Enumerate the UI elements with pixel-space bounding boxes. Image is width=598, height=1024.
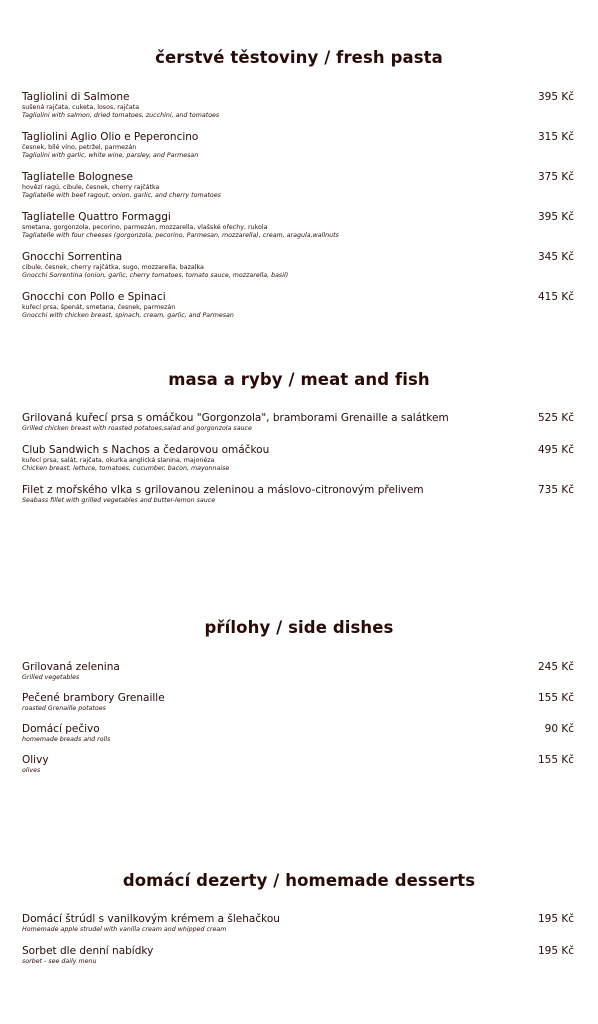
item-price: 525 Kč bbox=[537, 412, 574, 424]
item-description-czech: cibule, česnek, cherry rajčátka, sugo, mozzarella, bazalka bbox=[22, 264, 204, 271]
item-description-czech: kuřecí prsa, salát, rajčata, okurka anglická slanina, majonéza bbox=[22, 457, 215, 464]
menu-item bbox=[0, 251, 598, 280]
item-name: Tagliatelle Bolognese bbox=[22, 171, 133, 183]
item-description-czech: kuřecí prsa, špenát, smetana, česnek, parmezán bbox=[22, 304, 176, 311]
menu-item bbox=[0, 913, 598, 934]
item-price: 90 Kč bbox=[544, 723, 574, 735]
item-price: 195 Kč bbox=[537, 945, 574, 957]
menu-item bbox=[0, 412, 598, 433]
item-name: Sorbet dle denní nabídky bbox=[22, 945, 154, 957]
item-name: Tagliolini Aglio Olio e Peperoncino bbox=[22, 131, 199, 143]
item-description-english: Gnocchi with chicken breast, spinach, cream, garlic, and Parmesan bbox=[22, 312, 234, 319]
menu-item bbox=[0, 131, 598, 160]
item-name: Gnocchi con Pollo e Spinaci bbox=[22, 291, 166, 303]
item-price: 155 Kč bbox=[537, 754, 574, 766]
section-homemade-desserts bbox=[0, 871, 598, 977]
item-description-english: Homemade apple strudel with vanilla cream and whipped cream bbox=[22, 926, 227, 933]
section-fresh-pasta bbox=[0, 48, 598, 331]
menu-item bbox=[0, 692, 598, 713]
item-description-english: Tagliatelle with beef ragout, onion, garlic, and cherry tomatoes bbox=[22, 192, 221, 199]
item-name: Domácí štrúdl s vanilkovým krémem a šlehačkou bbox=[22, 913, 280, 925]
item-description-czech: sušená rajčata, cuketa, losos, rajčata bbox=[22, 104, 140, 111]
item-price: 495 Kč bbox=[537, 444, 574, 456]
item-description-english: Chicken breast, lettuce, tomatoes, cucumber, bacon, mayonnaise bbox=[22, 465, 230, 472]
menu-item bbox=[0, 945, 598, 966]
item-price: 395 Kč bbox=[537, 91, 574, 103]
item-name: Grilovaná zelenina bbox=[22, 661, 120, 673]
item-description-english: Gnocchi Sorrentina (onion, garlic, cherry tomatoes, tomato sauce, mozzarella, basil) bbox=[22, 272, 289, 279]
section-title: čerstvé těstoviny / fresh pasta bbox=[155, 48, 443, 67]
item-name: Domácí pečivo bbox=[22, 723, 100, 735]
item-price: 245 Kč bbox=[537, 661, 574, 673]
item-description-english: Tagliolini with salmon, dried tomatoes, zucchini, and tomatoes bbox=[22, 112, 220, 119]
section-title: přílohy / side dishes bbox=[204, 618, 394, 637]
item-description-english: Tagliolini with garlic, white wine, parsley, and Parmesan bbox=[22, 152, 199, 159]
item-price: 315 Kč bbox=[537, 131, 574, 143]
item-name: Grilovaná kuřecí prsa s omáčkou "Gorgonzola", bramborami Grenaille a salátkem bbox=[22, 412, 449, 424]
item-description-english: olives bbox=[22, 767, 41, 774]
item-name: Tagliatelle Quattro Formaggi bbox=[22, 211, 171, 223]
menu-item bbox=[0, 444, 598, 473]
item-description-english: Grilled vegetables bbox=[22, 674, 80, 681]
item-name: Filet z mořského vlka s grilovanou zeleninou a máslovo-citronovým přelivem bbox=[22, 484, 424, 496]
menu-item bbox=[0, 661, 598, 682]
item-description-english: Seabass fillet with grilled vegetables and butter-lemon sauce bbox=[22, 497, 216, 504]
item-description-english: Tagliatelle with four cheeses (gorgonzola, pecorino, Parmesan, mozzarella), cream, aragula,wallnuts bbox=[22, 232, 339, 239]
item-price: 415 Kč bbox=[537, 291, 574, 303]
item-description-english: roasted Grenaille potatoes bbox=[22, 705, 106, 712]
item-name: Gnocchi Sorrentina bbox=[22, 251, 123, 263]
item-description-english: homemade breads and rolls bbox=[22, 736, 111, 743]
menu-item bbox=[0, 484, 598, 505]
item-name: Tagliolini di Salmone bbox=[22, 91, 130, 103]
item-price: 345 Kč bbox=[537, 251, 574, 263]
item-name: Olivy bbox=[22, 754, 49, 766]
item-price: 375 Kč bbox=[537, 171, 574, 183]
menu-item bbox=[0, 754, 598, 775]
section-meat-and-fish bbox=[0, 370, 598, 516]
item-list bbox=[0, 412, 598, 505]
item-price: 155 Kč bbox=[537, 692, 574, 704]
menu-item bbox=[0, 91, 598, 120]
section-side-dishes bbox=[0, 618, 598, 785]
item-list bbox=[0, 91, 598, 320]
item-price: 195 Kč bbox=[537, 913, 574, 925]
menu-item bbox=[0, 291, 598, 320]
item-list bbox=[0, 661, 598, 775]
menu-item bbox=[0, 171, 598, 200]
section-title: domácí dezerty / homemade desserts bbox=[122, 871, 476, 890]
menu-item bbox=[0, 211, 598, 240]
menu-item bbox=[0, 723, 598, 744]
item-description-english: Grilled chicken breast with roasted potatoes,salad and gorgonzola sauce bbox=[22, 425, 252, 432]
item-list bbox=[0, 913, 598, 966]
item-price: 395 Kč bbox=[537, 211, 574, 223]
item-description-english: sorbet - see daily menu bbox=[22, 958, 97, 965]
section-title: masa a ryby / meat and fish bbox=[168, 370, 430, 389]
item-description-czech: smetana, gorgonzola, pecorino, parmezán, mozzarella, vlašské ořechy, rukola bbox=[22, 224, 268, 231]
item-description-czech: hovězí ragú, cibule, česnek, cherry rajčátka bbox=[22, 184, 160, 191]
item-name: Club Sandwich s Nachos a čedarovou omáčkou bbox=[22, 444, 270, 456]
item-description-czech: česnek, bílé víno, petržel, parmezán bbox=[22, 144, 137, 151]
item-price: 735 Kč bbox=[537, 484, 574, 496]
item-name: Pečené brambory Grenaille bbox=[22, 692, 165, 704]
